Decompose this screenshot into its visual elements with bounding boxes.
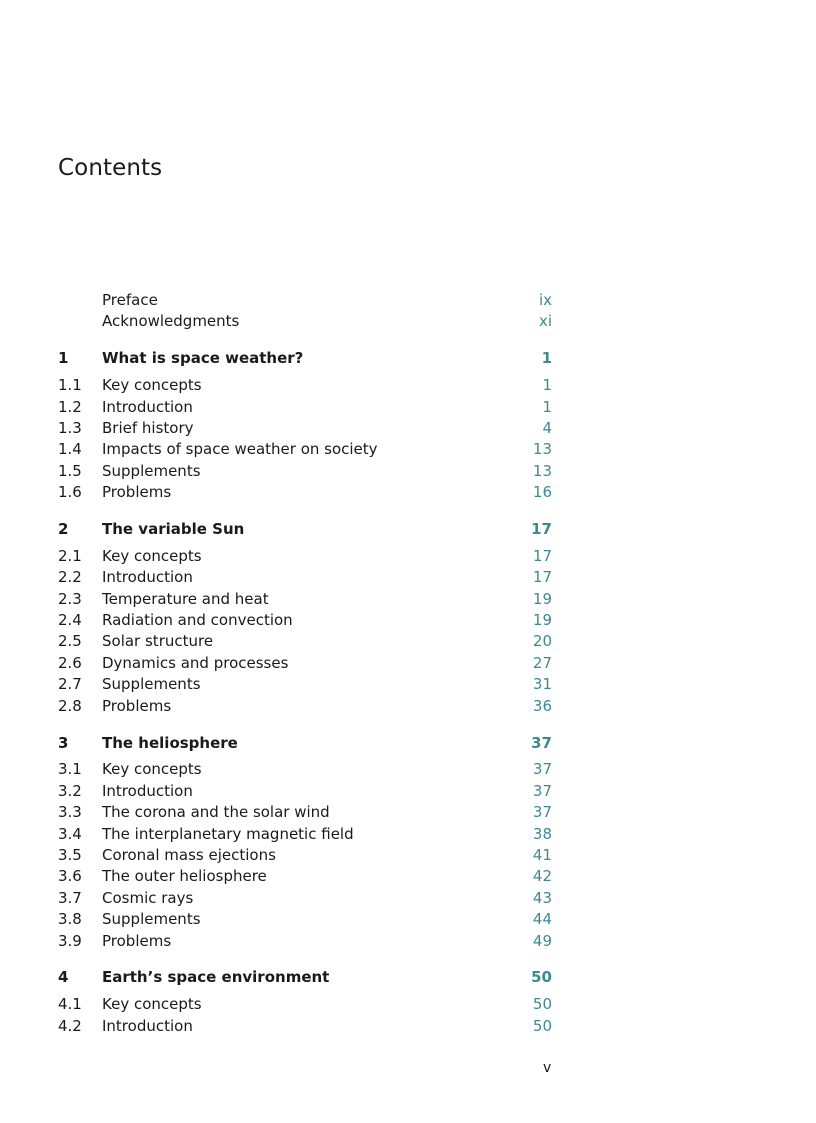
toc-section-number: 2.1 (58, 546, 82, 565)
toc-chapter-3[interactable] (58, 733, 552, 754)
toc-section-title: Key concepts (102, 546, 202, 565)
toc-section-number: 1.1 (58, 376, 82, 395)
toc-section-title: Key concepts (102, 995, 202, 1014)
table-of-contents (58, 290, 552, 1037)
toc-section-page: 42 (532, 867, 552, 886)
toc-section-number: 1.2 (58, 397, 82, 416)
toc-section-title: Key concepts (102, 760, 202, 779)
toc-section-title: Solar structure (102, 632, 214, 651)
toc-section-title: Coronal mass ejections (102, 845, 276, 864)
toc-section-2-8[interactable] (58, 696, 552, 717)
toc-section-title: Problems (102, 483, 172, 502)
toc-section-title: Introduction (102, 568, 193, 587)
toc-entry-page: ix (538, 291, 552, 309)
toc-section-page: 19 (532, 589, 552, 608)
toc-section-number: 2.5 (58, 632, 82, 651)
toc-section-number: 2.2 (58, 568, 82, 587)
toc-section-title: Dynamics and processes (102, 653, 289, 672)
toc-section-title: Supplements (102, 910, 201, 929)
toc-section-page: 13 (532, 440, 552, 459)
toc-section-3-1[interactable] (58, 759, 552, 780)
toc-chapter-title: The variable Sun (102, 520, 245, 539)
toc-section-title: Supplements (102, 461, 201, 480)
toc-section-page: 13 (532, 461, 552, 480)
toc-section-title: Problems (102, 931, 172, 950)
toc-entry-title: Acknowledgments (102, 312, 240, 331)
toc-section-page: 4 (542, 418, 552, 437)
toc-section-page: 19 (532, 611, 552, 630)
toc-section-page: 37 (532, 781, 552, 800)
toc-section-3-6[interactable] (58, 866, 552, 887)
toc-section-number: 2.4 (58, 611, 82, 630)
toc-chapter-number: 4 (58, 968, 69, 987)
toc-section-2-5[interactable] (58, 631, 552, 652)
toc-section-3-8[interactable] (58, 909, 552, 930)
toc-section-number: 1.3 (58, 418, 82, 437)
toc-section-3-5[interactable] (58, 845, 552, 866)
toc-section-4-2[interactable] (58, 1016, 552, 1037)
toc-section-2-7[interactable] (58, 674, 552, 695)
toc-section-page: 38 (532, 824, 552, 843)
toc-section-page: 44 (532, 910, 552, 929)
toc-section-1-4[interactable] (58, 439, 552, 460)
toc-section-number: 3.8 (58, 910, 82, 929)
toc-section-2-3[interactable] (58, 589, 552, 610)
toc-chapter-page: 1 (541, 349, 552, 368)
toc-entry-title: Preface (102, 291, 158, 309)
page-title: Contents (58, 155, 163, 181)
toc-section-number: 3.7 (58, 888, 82, 907)
toc-chapter-page: 37 (531, 733, 552, 752)
toc-entry-page: xi (538, 312, 552, 331)
toc-section-number: 2.8 (58, 696, 82, 715)
toc-chapter-page: 50 (531, 968, 552, 987)
toc-section-number: 1.4 (58, 440, 82, 459)
toc-section-number: 3.9 (58, 931, 82, 950)
toc-section-2-4[interactable] (58, 610, 552, 631)
chapter-list (58, 348, 552, 1037)
toc-section-page: 27 (532, 653, 552, 672)
toc-chapter-4[interactable] (58, 967, 552, 988)
toc-section-3-3[interactable] (58, 802, 552, 823)
toc-section-number: 1.5 (58, 461, 82, 480)
toc-section-title: Brief history (102, 418, 194, 437)
toc-section-title: Radiation and convection (102, 611, 293, 630)
toc-section-number: 4.2 (58, 1016, 82, 1035)
toc-chapter-title: The heliosphere (102, 733, 238, 752)
toc-section-number: 2.3 (58, 589, 82, 608)
toc-section-title: The corona and the solar wind (102, 803, 330, 822)
toc-chapter-number: 3 (58, 733, 69, 752)
toc-section-page: 17 (532, 546, 552, 565)
toc-section-page: 50 (532, 1016, 552, 1035)
toc-section-page: 17 (532, 568, 552, 587)
toc-section-3-2[interactable] (58, 781, 552, 802)
toc-chapter-2[interactable] (58, 519, 552, 540)
toc-section-title: Impacts of space weather on society (102, 440, 378, 459)
toc-section-page: 43 (532, 888, 552, 907)
toc-section-title: Key concepts (102, 376, 202, 395)
toc-chapter-page: 17 (531, 520, 552, 539)
toc-section-2-6[interactable] (58, 653, 552, 674)
toc-section-2-2[interactable] (58, 567, 552, 588)
toc-section-page: 31 (532, 675, 552, 694)
toc-chapter-title: What is space weather? (102, 349, 304, 368)
toc-section-page: 1 (542, 397, 552, 416)
toc-section-4-1[interactable] (58, 994, 552, 1015)
toc-section-1-3[interactable] (58, 418, 552, 439)
toc-section-number: 3.4 (58, 824, 82, 843)
toc-section-page: 16 (532, 483, 552, 502)
toc-section-page: 50 (532, 995, 552, 1014)
toc-section-title: Cosmic rays (102, 888, 194, 907)
toc-section-1-5[interactable] (58, 461, 552, 482)
toc-section-page: 49 (532, 931, 552, 950)
toc-section-page: 41 (532, 845, 552, 864)
toc-section-2-1[interactable] (58, 546, 552, 567)
toc-section-title: The outer heliosphere (102, 867, 267, 886)
toc-section-number: 2.6 (58, 653, 82, 672)
toc-entry-acknowledgments[interactable] (58, 311, 552, 332)
toc-chapter-number: 1 (58, 349, 69, 368)
toc-section-page: 20 (532, 632, 552, 651)
toc-section-title: Introduction (102, 781, 193, 800)
toc-chapter-number: 2 (58, 520, 69, 539)
toc-section-1-2[interactable] (58, 397, 552, 418)
toc-section-number: 3.1 (58, 760, 82, 779)
toc-section-3-9[interactable] (58, 931, 552, 952)
toc-section-number: 4.1 (58, 995, 82, 1014)
toc-section-1-1[interactable] (58, 375, 552, 396)
toc-section-3-4[interactable] (58, 824, 552, 845)
toc-entry-preface[interactable] (58, 290, 552, 311)
toc-section-page: 37 (532, 760, 552, 779)
toc-section-title: Problems (102, 696, 172, 715)
page-folio: v (543, 1060, 552, 1076)
toc-section-number: 3.3 (58, 803, 82, 822)
toc-section-3-7[interactable] (58, 888, 552, 909)
toc-section-page: 36 (532, 696, 552, 715)
toc-section-title: Supplements (102, 675, 201, 694)
toc-section-number: 3.6 (58, 867, 82, 886)
toc-section-title: Temperature and heat (102, 589, 269, 608)
toc-chapter-1[interactable] (58, 348, 552, 369)
toc-section-number: 1.6 (58, 483, 82, 502)
toc-section-page: 37 (532, 803, 552, 822)
toc-section-number: 3.2 (58, 781, 82, 800)
toc-section-title: The interplanetary magnetic field (102, 824, 354, 843)
toc-section-number: 2.7 (58, 675, 82, 694)
toc-section-1-6[interactable] (58, 482, 552, 503)
toc-section-number: 3.5 (58, 845, 82, 864)
toc-chapter-title: Earth’s space environment (102, 968, 330, 987)
toc-section-title: Introduction (102, 1016, 193, 1035)
toc-section-page: 1 (542, 376, 552, 395)
toc-section-title: Introduction (102, 397, 193, 416)
